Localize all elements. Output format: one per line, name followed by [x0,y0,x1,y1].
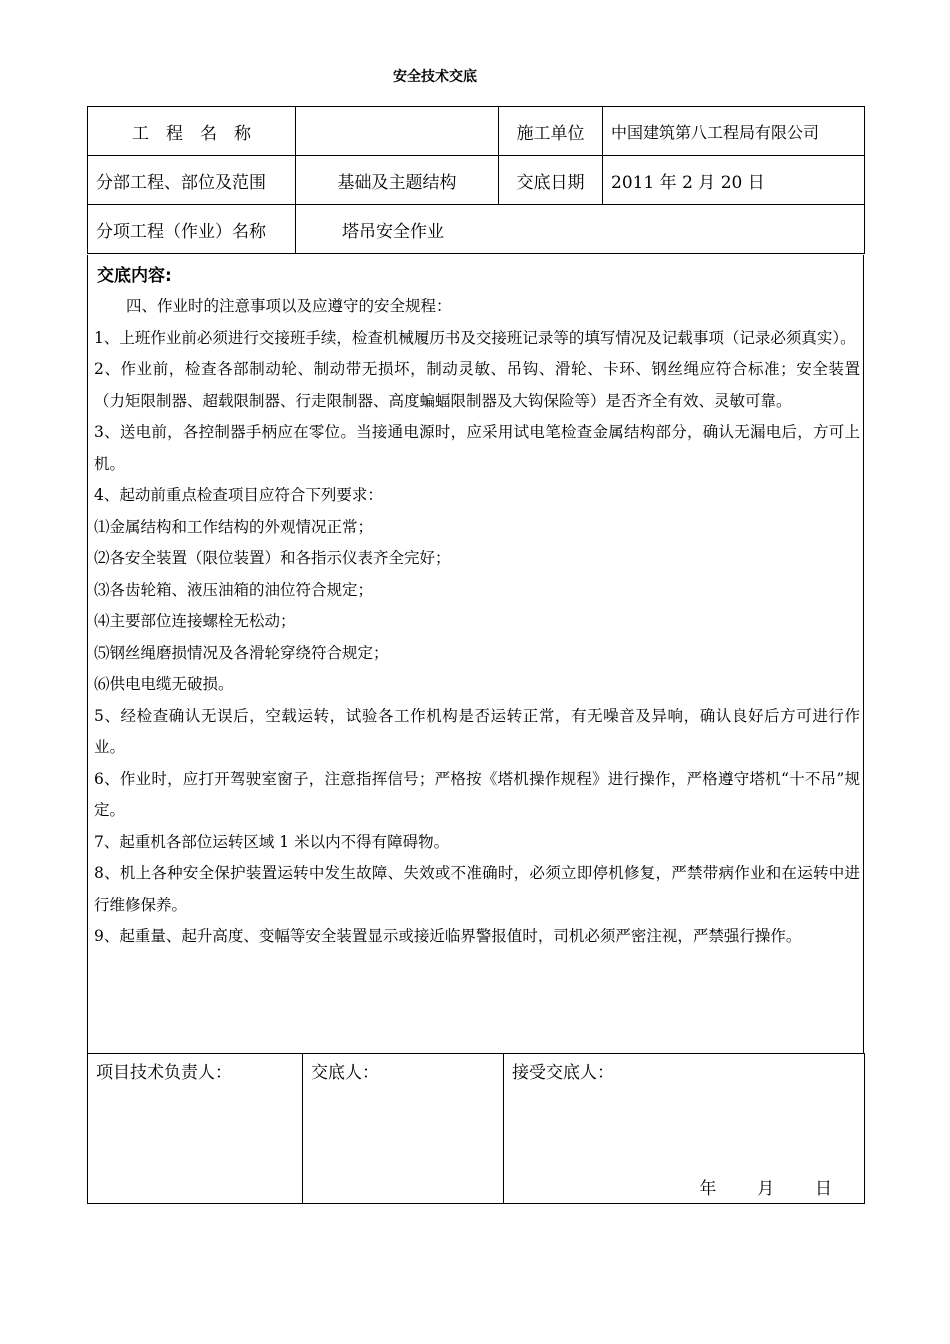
content-paragraph: ⑸钢丝绳磨损情况及各滑轮穿绕符合规定； [94,643,389,662]
tech-lead-cell [88,1054,303,1204]
content-paragraph: 2、作业前，检查各部制动轮、制动带无损坏，制动灵敏、吊钩、滑轮、卡环、钢丝绳应符合标准；安全装置（力矩限制器、超载限制器、行走限制器、高度蝙蝠限制器及大钩保险等）是否齐全有效、灵敏可靠。 [94,360,860,410]
header-table [87,106,865,254]
date-day-label: 日 [815,1179,832,1199]
receiver-label: 接受交底人： [512,1063,614,1083]
subitem-value: 塔吊安全作业 [296,205,865,254]
content-paragraph: 6、作业时，应打开驾驶室窗子，注意指挥信号；严格按《塔机操作规程》进行操作，严格遵守塔机“十不吊”规定。 [94,769,860,819]
content-heading: 交底内容: [97,266,172,286]
contractor-label: 施工单位 [499,107,603,156]
content-paragraph: ⑵各安全装置（限位装置）和各指示仪表齐全完好； [94,549,451,567]
signature-date [699,1174,832,1199]
content-section [87,255,864,1054]
contractor-value: 中国建筑第八工程局有限公司 [603,107,865,156]
content-paragraph: ⑶各齿轮箱、液压油箱的油位符合规定； [94,580,374,599]
content-paragraph: ⑷主要部位连接螺栓无松动； [94,612,296,630]
header-row-division [88,156,865,205]
content-paragraph: 7、起重机各部位运转区域 1 米以内不得有障碍物。 [94,832,450,851]
content-paragraph: 5、经检查确认无误后，空载运转，试验各工作机构是否运转正常，有无噪音及异响，确认良好后方可进行作业。 [94,706,860,756]
content-paragraph: ⑹供电电缆无破损。 [94,675,234,693]
content-paragraph: 1、上班作业前必须进行交接班手续，检查机械履历书及交接班记录等的填写情况及记载事项（记录必须真实）。 [94,328,856,347]
content-paragraph: 8、机上各种安全保护装置运转中发生故障、失效或不准确时，必须立即停机修复，严禁带病作业和在运转中进行维修保养。 [94,864,860,914]
division-label: 分部工程、部位及范围 [88,156,296,205]
header-row-project [88,107,865,156]
subitem-label: 分项工程（作业）名称 [88,205,296,254]
tech-lead-label: 项目技术负责人： [96,1063,232,1083]
content-paragraph: 3、送电前，各控制器手柄应在零位。当接通电源时，应采用试电笔检查金属结构部分，确认无漏电后，方可上机。 [94,423,860,473]
content-paragraph: 4、起动前重点检查项目应符合下列要求： [94,486,383,504]
signature-table [87,1053,865,1204]
date-value: 2011 年 2 月 20 日 [603,156,865,205]
document-title: 安全技术交底 [393,69,477,85]
content-paragraph: 9、起重量、起升高度、变幅等安全装置显示或接近临界警报值时，司机必须严密注视，严禁强行操作。 [94,927,802,945]
project-name-label: 工 程 名 称 [88,107,296,156]
receiver-cell [504,1054,865,1204]
date-month-label: 月 [757,1179,775,1199]
signature-row [88,1054,865,1204]
project-name-value [296,107,499,156]
date-label: 交底日期 [499,156,603,205]
content-paragraph: ⑴金属结构和工作结构的外观情况正常； [94,517,374,536]
content-body [94,291,860,953]
header-row-subitem [88,205,865,254]
presenter-cell [303,1054,504,1204]
content-paragraph: 四、作业时的注意事项以及应遵守的安全规程： [126,297,452,315]
division-value: 基础及主题结构 [296,156,499,205]
date-year-label: 年 [699,1179,717,1199]
presenter-label: 交底人： [311,1063,379,1083]
